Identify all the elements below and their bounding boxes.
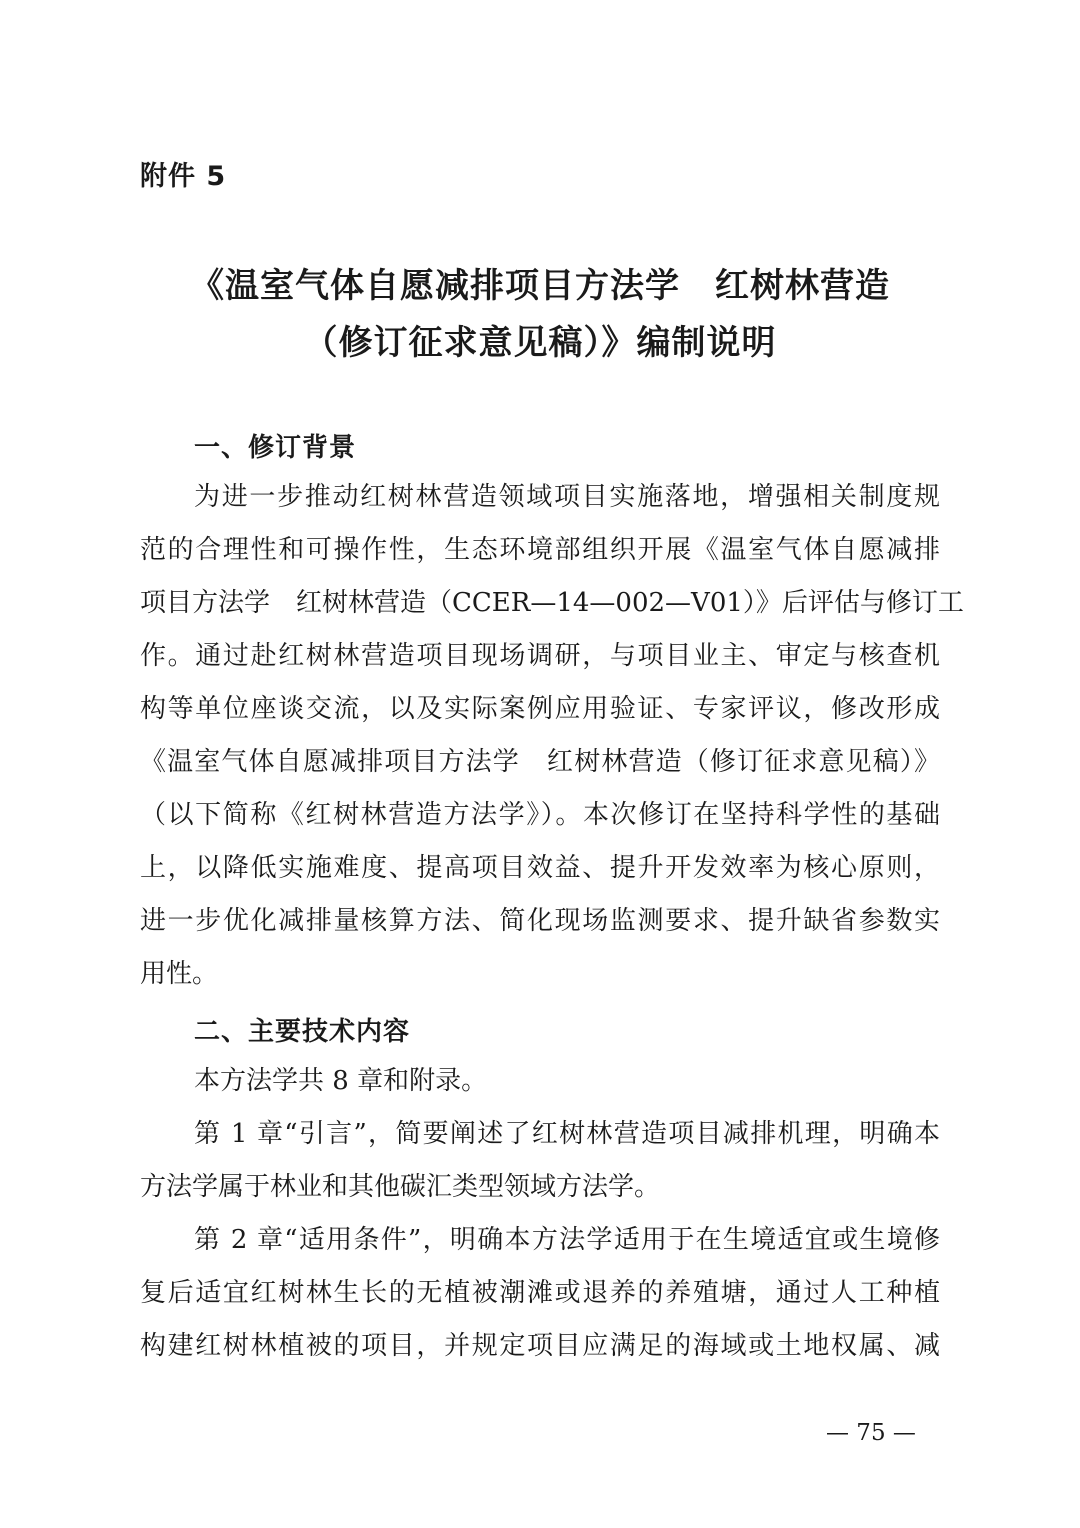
section-1-paragraph-line: 进一步优化减排量核算方法、简化现场监测要求、提升缺省参数实 — [140, 906, 940, 936]
section-1-paragraph-line: （以下简称《红树林营造方法学》）。本次修订在坚持科学性的基础 — [140, 800, 940, 830]
chapter-1-paragraph-line: 第 1 章“引言”，简要阐述了红树林营造项目减排机理，明确本 — [194, 1119, 940, 1149]
section-1-paragraph-line: 《温室气体自愿减排项目方法学 红树林营造（修订征求意见稿）》 — [140, 747, 940, 777]
section-2-intro: 本方法学共 8 章和附录。 — [194, 1066, 488, 1096]
chapter-2-paragraph-line: 构建红树林植被的项目，并规定项目应满足的海域或土地权属、减 — [140, 1331, 940, 1361]
document-title-line-1: 《温室气体自愿减排项目方法学 红树林营造 — [190, 266, 890, 306]
attachment-label: 附件 5 — [140, 161, 227, 192]
chapter-1-paragraph-line: 方法学属于林业和其他碳汇类型领域方法学。 — [140, 1172, 661, 1202]
chapter-2-paragraph-line: 第 2 章“适用条件”，明确本方法学适用于在生境适宜或生境修 — [194, 1225, 940, 1255]
page-number: — 75 — — [826, 1420, 916, 1446]
section-1-paragraph-line: 范的合理性和可操作性，生态环境部组织开展《温室气体自愿减排 — [140, 535, 940, 565]
chapter-2-paragraph-line: 复后适宜红树林生长的无植被潮滩或退养的养殖塘，通过人工种植 — [140, 1278, 940, 1308]
section-1-paragraph-line: 项目方法学 红树林营造（CCER—14—002—V01）》后评估与修订工 — [140, 588, 964, 618]
document-title-line-2: （修订征求意见稿）》编制说明 — [303, 323, 777, 363]
section-1-paragraph-line: 构等单位座谈交流，以及实际案例应用验证、专家评议，修改形成 — [140, 694, 940, 724]
section-1-paragraph-line: 用性。 — [140, 959, 219, 989]
section-2-heading: 二、主要技术内容 — [194, 1017, 411, 1047]
section-1-paragraph-line: 上，以降低实施难度、提高项目效益、提升开发效率为核心原则， — [140, 853, 940, 883]
section-1-heading: 一、修订背景 — [194, 433, 357, 463]
section-1-paragraph-line: 为进一步推动红树林营造领域项目实施落地，增强相关制度规 — [194, 482, 940, 512]
section-1-paragraph-line: 作。通过赴红树林营造项目现场调研，与项目业主、审定与核查机 — [140, 641, 940, 671]
